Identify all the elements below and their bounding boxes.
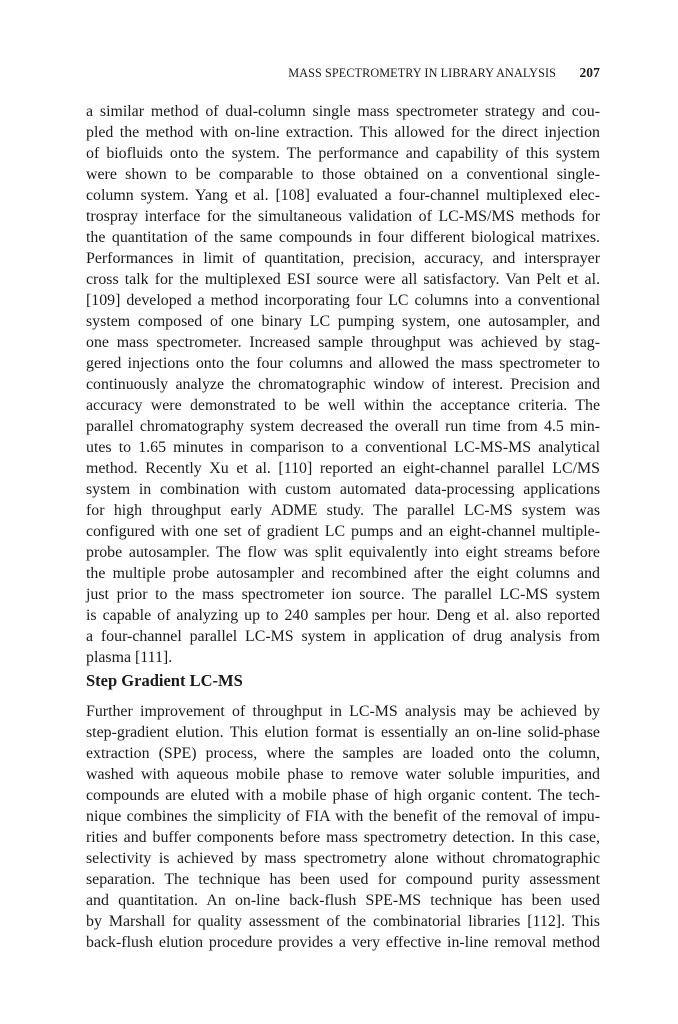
text-line: the quantitation of the same compounds in four different biological matrixes. — [86, 229, 600, 246]
text-line: the multiple probe autosampler and recombined after the eight columns and — [86, 565, 600, 582]
text-line: plasma [111]. — [86, 649, 173, 666]
text-line: continuously analyze the chromatographic window of interest. Precision and — [86, 376, 600, 393]
text-line: one mass spectrometer. Increased sample throughput was achieved by stag- — [86, 334, 600, 351]
text-line: Performances in limit of quantitation, precision, accuracy, and intersprayer — [86, 250, 600, 267]
text-line: by Marshall for quality assessment of the combinatorial libraries [112]. This — [86, 913, 600, 930]
text-line: selectivity is achieved by mass spectrometry alone without chromatographic — [86, 850, 600, 867]
text-line: of biofluids onto the system. The performance and capability of this system — [86, 145, 600, 162]
section-heading: Step Gradient LC-MS — [86, 671, 243, 690]
body-paragraph-1 — [86, 101, 600, 668]
text-line: Further improvement of throughput in LC-MS analysis may be achieved by — [86, 703, 600, 720]
page-number: 207 — [579, 65, 600, 80]
page-header — [86, 66, 600, 82]
text-line: trospray interface for the simultaneous validation of LC-MS/MS methods for — [86, 208, 600, 225]
text-line: cross talk for the multiplexed ESI source were all satisfactory. Van Pelt et al. — [86, 271, 600, 288]
text-line: back-flush elution procedure provides a very effective in-line removal method — [86, 934, 600, 951]
text-line: a similar method of dual-column single mass spectrometer strategy and cou- — [86, 103, 600, 120]
text-line: gered injections onto the four columns and allowed the mass spectrometer to — [86, 355, 600, 372]
text-line: washed with aqueous mobile phase to remove water soluble impurities, and — [86, 766, 600, 783]
text-line: parallel chromatography system decreased the overall run time from 4.5 min- — [86, 418, 600, 435]
text-line: system composed of one binary LC pumping system, one autosampler, and — [86, 313, 600, 330]
text-line: separation. The technique has been used for compound purity assessment — [86, 871, 600, 888]
text-line: were shown to be comparable to those obtained on a conventional single- — [86, 166, 600, 183]
text-line: method. Recently Xu et al. [110] reported an eight-channel parallel LC/MS — [86, 460, 600, 477]
text-line: pled the method with on-line extraction. This allowed for the direct injection — [86, 124, 600, 141]
body-paragraph-2 — [86, 701, 600, 953]
running-head: MASS SPECTROMETRY IN LIBRARY ANALYSIS — [288, 66, 556, 80]
text-line: for high throughput early ADME study. The parallel LC-MS system was — [86, 502, 600, 519]
text-line: is capable of analyzing up to 240 samples per hour. Deng et al. also reported — [86, 607, 600, 624]
text-line: just prior to the mass spectrometer ion source. The parallel LC-MS system — [86, 586, 600, 603]
text-line: column system. Yang et al. [108] evaluated a four-channel multiplexed elec- — [86, 187, 600, 204]
text-line: nique combines the simplicity of FIA with the benefit of the removal of impu- — [86, 808, 600, 825]
text-line: and quantitation. An on-line back-flush SPE-MS technique has been used — [86, 892, 600, 909]
text-line: a four-channel parallel LC-MS system in application of drug analysis from — [86, 628, 600, 645]
text-line: [109] developed a method incorporating four LC columns into a conventional — [86, 292, 600, 309]
text-line: system in combination with custom automated data-processing applications — [86, 481, 600, 498]
text-line: configured with one set of gradient LC pumps and an eight-channel multiple- — [86, 523, 600, 540]
text-line: utes to 1.65 minutes in comparison to a conventional LC-MS-MS analytical — [86, 439, 600, 456]
text-line: extraction (SPE) process, where the samples are loaded onto the column, — [86, 745, 600, 762]
text-line: step-gradient elution. This elution format is essentially an on-line solid-phase — [86, 724, 600, 741]
text-line: probe autosampler. The flow was split equivalently into eight streams before — [86, 544, 600, 561]
text-line: rities and buffer components before mass spectrometry detection. In this case, — [86, 829, 600, 846]
text-line: compounds are eluted with a mobile phase of high organic content. The tech- — [86, 787, 600, 804]
text-line: accuracy were demonstrated to be well within the acceptance criteria. The — [86, 397, 600, 414]
